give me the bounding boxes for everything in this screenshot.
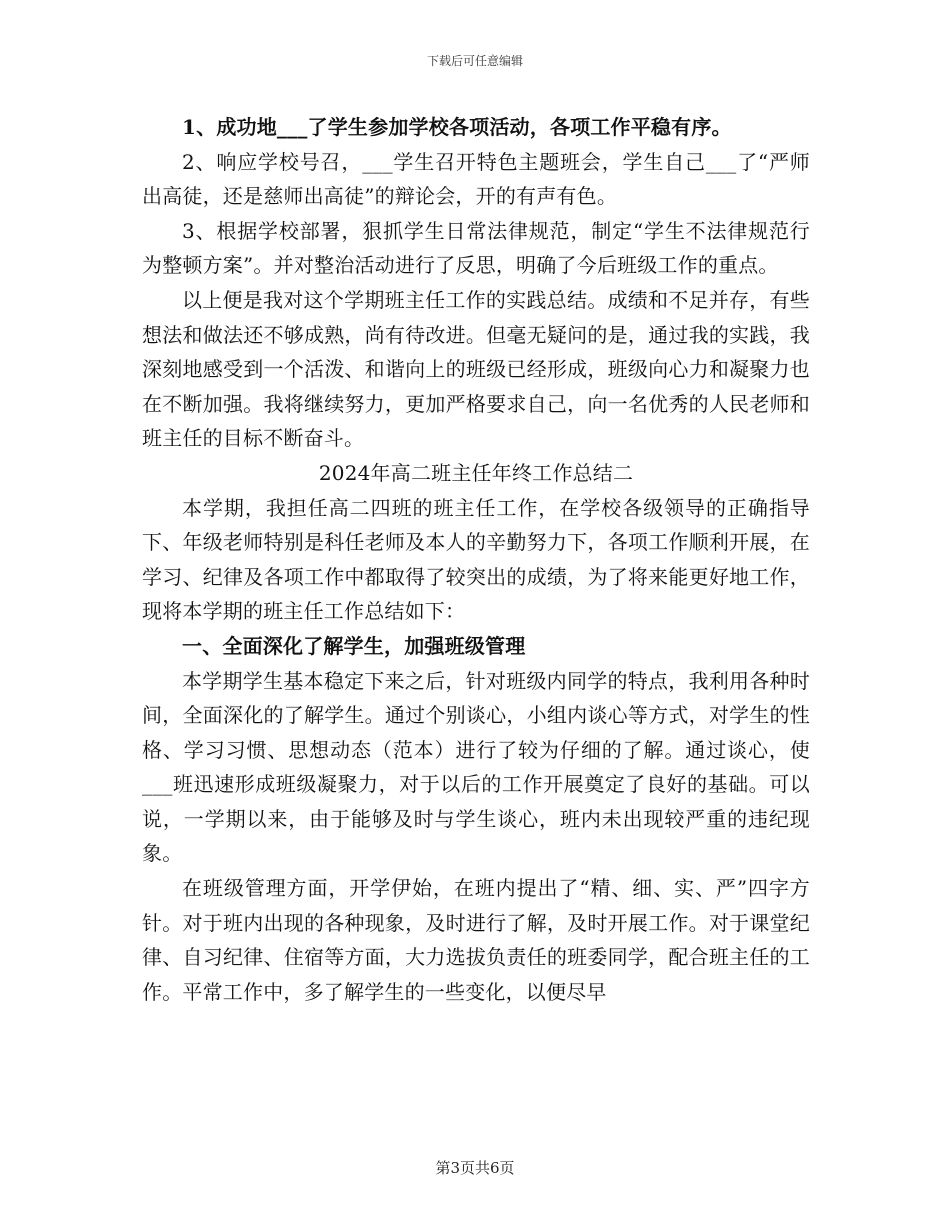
list-item-1: 1、成功地___了学生参加学校各项活动，各项工作平稳有序。 — [182, 115, 732, 139]
page-header: 下载后可任意编辑 — [426, 54, 523, 68]
section-title: 2024年高二班主任年终工作总结二 — [318, 460, 634, 485]
list-item-2: 2、响应学校号召，___学生召开特色主题班会，学生自己___了“严师出高徒，还是慈师出高徒”的辩论会，开的有声有色。 — [142, 149, 810, 209]
body-paragraph: 在班级管理方面，开学伊始，在班内提出了“精、细、实、严”四字方针。对于班内出现的各种现象，及时进行了解，及时开展工作。对于课堂纪律、自习纪律、住宿等方面，大力选拔负责任的班委同学，配合班主任的工作。平常工作中，多了解学生的一些变化，以便尽早 — [142, 876, 810, 1004]
body-paragraph: 本学期学生基本稳定下来之后，针对班级内同学的特点，我利用各种时间，全面深化的了解学生。通过个别谈心，小组内谈心等方式，对学生的性格、学习习惯、思想动态（范本）进行了较为仔细的了解。通过谈心，使___班迅速形成班级凝聚力，对于以后的工作开展奠定了良好的基础。可以说，一学期以来，由于能够及时与学生谈心，班内未出现较严重的违纪现象。 — [142, 668, 810, 866]
list-item-3: 3、根据学校部署，狠抓学生日常法律规范，制定“学生不法律规范行为整顿方案”。并对整治活动进行了反思，明确了今后班级工作的重点。 — [142, 218, 810, 278]
intro-paragraph: 本学期，我担任高二四班的班主任工作，在学校各级领导的正确指导下、年级老师特别是科任老师及本人的辛勤努力下，各项工作顺利开展，在学习、纪律及各项工作中都取得了较突出的成绩，为了将来能更好地工作，现将本学期的班主任工作总结如下： — [142, 495, 810, 624]
section-heading: 一、全面深化了解学生，加强班级管理 — [182, 633, 526, 658]
document-body — [142, 110, 810, 1009]
summary-paragraph: 以上便是我对这个学期班主任工作的实践总结。成绩和不足并存，有些想法和做法还不够成熟，尚有待改进。但毫无疑问的是，通过我的实践，我深刻地感受到一个活泼、和谐向上的班级已经形成，班级向心力和凝聚力也在不断加强。我将继续努力，更加严格要求自己，向一名优秀的人民老师和班主任的目标不断奋斗。 — [142, 287, 810, 451]
page-footer: 第3页共6页 — [435, 1159, 515, 1177]
